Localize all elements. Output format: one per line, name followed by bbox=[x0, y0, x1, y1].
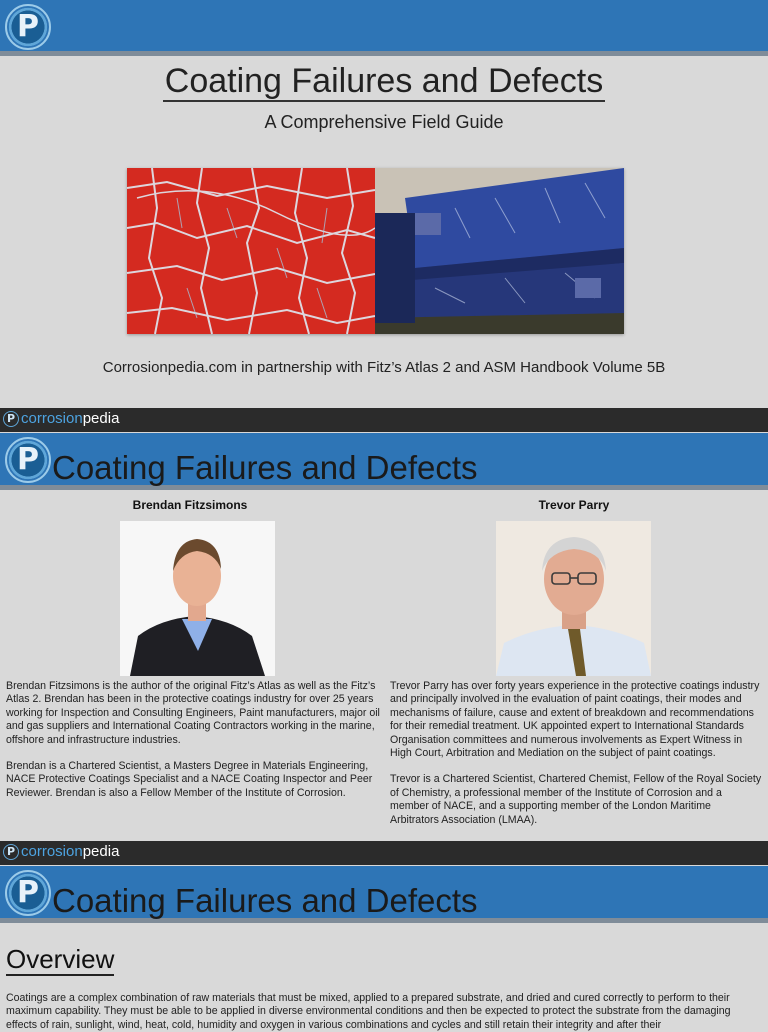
slide2-title: Coating Failures and Defects bbox=[52, 449, 478, 486]
partner-line: Corrosionpedia.com in partnership with Fitz’s Atlas 2 and ASM Handbook Volume 5B bbox=[102, 359, 666, 376]
corrosionpedia-brand[interactable]: corrosionpedia bbox=[21, 843, 120, 860]
overview-text: Coatings are a complex combination of raw materials that must be mixed, applied to a prepared substrate, and dried and cured correctly to perform to their maximum capability. They must be able to be applied in diverse environmental conditions and then be expected to protect the substrate from the damaging effects of rain, sunlight, wind, heat, cold, humidity and oxygen in various combinations and cycles and still retain their integrity and after their bbox=[6, 992, 731, 1031]
portrait-fitzsimons bbox=[120, 521, 275, 676]
hero-image bbox=[127, 168, 624, 334]
slide3-title: Coating Failures and Defects bbox=[52, 882, 478, 919]
corrosionpedia-brand[interactable]: corrosionpedia bbox=[21, 410, 120, 427]
cracked-red-paint-image bbox=[127, 168, 375, 334]
overview-heading: Overview bbox=[6, 944, 115, 974]
bio-fitzsimons: Brendan Fitzsimons is the author of the original Fitz’s Atlas as well as the Fitz’s Atlas 2. Brendan has been in the protective coatings industry for over 25 years working for Inspection and Consulting Engineers, Paint manufacturers, major oil and gas suppliers and International Coating Contractors working in the marine, offshore and infrastructure industries. Brendan is a Chartered Scientist, a Masters Degree in Materials Engineering, NACE Protective Coatings Specialist and a NACE Coating Inspector and Peer Reviewer. Brendan is also a Fellow Member of the Institute of Corrosion. bbox=[6, 680, 380, 799]
corrosionpedia-logo-icon: P bbox=[5, 437, 51, 483]
slide3-header-bar bbox=[0, 866, 768, 923]
slide1-title: Coating Failures and Defects bbox=[164, 62, 604, 100]
author-name-fitzsimons: Brendan Fitzsimons bbox=[132, 498, 248, 512]
slide2-footer-bar bbox=[0, 841, 768, 865]
slide1-subtitle: A Comprehensive Field Guide bbox=[264, 112, 504, 132]
author-name-parry: Trevor Parry bbox=[538, 498, 610, 512]
bio-parry: Trevor Parry has over forty years experience in the protective coatings industry and principally involved in the evaluation of paint coatings, their modes and mechanisms of failure, cause and extent of breakdown and recommendations for their remedial treatment. UK appointed expert to International Standards Organisation committees and numerous involvements as Expert Witness in High Court, Arbitration and Mediation on the subject of paint coatings. Trevor is a Chartered Scientist, Chartered Chemist, Fellow of the Royal Society of Chemistry, a professional member of the Institute of Corrosion and a member of NACE, and a supporting member of the London Maritime Arbitrators Association (LMAA). bbox=[390, 680, 762, 826]
corrosionpedia-mini-logo-icon: P bbox=[3, 411, 19, 427]
slide1-header-bar bbox=[0, 0, 768, 56]
painted-steel-beam-image bbox=[375, 168, 624, 334]
slide1-footer-bar bbox=[0, 408, 768, 432]
corrosionpedia-logo-icon: P bbox=[5, 870, 51, 916]
portrait-parry bbox=[496, 521, 651, 676]
corrosionpedia-mini-logo-icon: P bbox=[3, 844, 19, 860]
slide2-header-bar bbox=[0, 433, 768, 490]
corrosionpedia-logo-icon: P bbox=[5, 4, 51, 50]
